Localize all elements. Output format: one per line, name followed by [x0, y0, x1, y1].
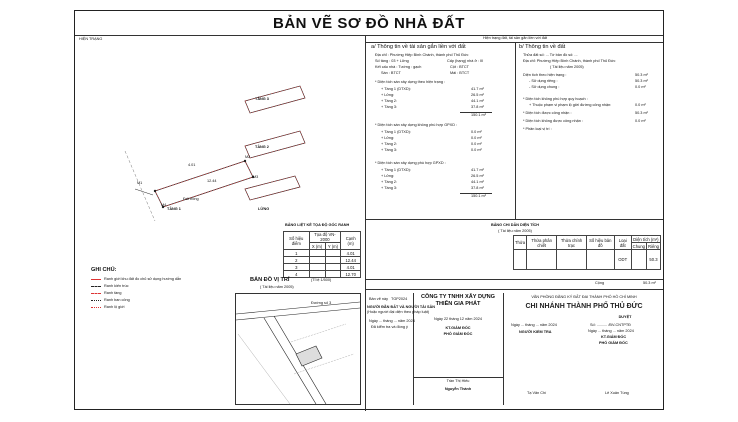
- location-map-title: BẢN ĐỒ VỊ TRÍ: [250, 277, 290, 283]
- group3-value: 44.1 m²: [471, 180, 484, 184]
- road-label: Đất trống: [183, 197, 199, 201]
- note-item: Ranh lộ giới: [104, 305, 125, 309]
- notes-title: GHI CHÚ:: [91, 267, 117, 273]
- group1-label: + Tầng 1 (DTXD):: [381, 87, 411, 91]
- site-plan-drawing: [95, 71, 325, 221]
- area-table: [513, 235, 661, 270]
- section-b-label: - Sử dụng chung :: [529, 85, 560, 89]
- section-divider: [515, 42, 516, 219]
- area-table-subtitle: ( Tài liệu năm 2005): [498, 229, 532, 233]
- header-divider: [365, 42, 663, 43]
- current-state-header: Hiện trạng đất, tài sản gắn liền với đất: [482, 36, 548, 40]
- section-a-line: Số tầng : 03 + Lửng: [375, 59, 409, 63]
- mezzanine-label: LỬNG: [258, 207, 270, 211]
- table-row: 3 4.01: [284, 264, 361, 271]
- approved-label: DUYỆT: [618, 315, 632, 319]
- section-b-value: 0.0 m²: [635, 119, 646, 123]
- group1-value: 26.5 m²: [471, 93, 484, 97]
- section-b-value: 50.3 m²: [635, 73, 648, 77]
- section-a-title: a/ Thông tin về tài sản gắn liền với đất: [371, 44, 466, 50]
- section-b-line: Địa chỉ: Phường Hiệp Bình Chánh, thành phố Thủ Đức: [523, 59, 616, 63]
- group2-value: 0.0 m²: [471, 148, 482, 152]
- group3-total: 150.1 m²: [471, 194, 486, 198]
- group1-value: 37.8 m²: [471, 105, 484, 109]
- area-header: Diện tích (m²): [633, 236, 659, 242]
- floor3-label: TẦNG 3: [255, 97, 269, 101]
- group2-label: + Tầng 3:: [381, 148, 398, 152]
- signer-name: Nguyễn Thành: [444, 387, 472, 391]
- sign-line: PHÓ GIÁM ĐỐC: [443, 332, 473, 336]
- note-item: Ranh tầng: [104, 291, 122, 295]
- coord-subheader: Y (m): [325, 243, 341, 250]
- corner-point: [154, 190, 156, 192]
- area-total-value: 50.3 m²: [643, 281, 656, 285]
- point-label-m2: M2: [245, 155, 251, 159]
- sign-line: TGP2024: [391, 297, 408, 301]
- coord-subheader: X (m): [309, 243, 325, 250]
- group2-label: + Tầng 2:: [381, 142, 398, 146]
- section-b-label: + Thuộc phạm vi phạm lộ giới đường công nhận:: [529, 103, 612, 107]
- section-a-line: Kết cấu nhà : Tường : gạch: [375, 65, 422, 69]
- dim-label: 4.01: [188, 163, 196, 167]
- group3-label: + Tầng 3:: [381, 186, 398, 190]
- section-b-label: Diện tích theo hiện trạng :: [523, 73, 567, 77]
- sign-line: Ngày ... tháng ... năm 2024: [369, 319, 415, 323]
- page-title: BẢN VẼ SƠ ĐỒ NHÀ ĐẤT: [273, 15, 465, 32]
- section-b-line: ( Tài liệu năm 2005): [550, 65, 584, 69]
- section-b-label: * Diện tích không được công nhận :: [523, 119, 583, 123]
- group3-value: 37.8 m²: [471, 186, 484, 190]
- company-name: CÔNG TY TNHH XÂY DỰNG THIÊN GIA PHÁT: [420, 294, 496, 307]
- section-b-label: * Diện tích được công nhận :: [523, 111, 572, 115]
- group3-value: 26.5 m²: [471, 174, 484, 178]
- note-item: Ranh giới khu đất đo chủ sử dụng hướng dẫn: [104, 277, 182, 281]
- area-header: Thửa: [514, 236, 527, 250]
- group3-title: * Diện tích sàn xây dựng phù hợp GPXD :: [375, 161, 446, 165]
- drawing-sheet: [74, 10, 664, 410]
- table-row: ODT 50.3: [514, 250, 661, 270]
- area-total-label: Cộng: [595, 281, 605, 285]
- sign-line: Số: .......... /BV-CNTPTĐ: [590, 323, 631, 327]
- group2-label: + Tầng 1 (DTXD):: [381, 130, 411, 134]
- floor3-outline: [245, 86, 305, 113]
- area-table-title: BẢNG CHI DẪN DIỆN TÍCH: [490, 223, 540, 227]
- section-b-label: * Phân loại vị trí :: [523, 127, 552, 131]
- sign-line: Ngày 22 tháng 12 năm 2024: [434, 317, 482, 321]
- dim-line: [135, 189, 153, 195]
- group1-label: + Tầng 3:: [381, 105, 398, 109]
- group3-label: + Tầng 2:: [381, 180, 398, 184]
- note-item: Ranh ban công: [104, 298, 130, 302]
- section-b-value: 50.3 m²: [635, 111, 648, 115]
- sign-line: Ngày ... tháng ... năm 2024: [588, 329, 634, 333]
- group1-title: * Diện tích sàn xây dựng theo hiện trạng :: [375, 80, 446, 84]
- sign-line: Đã kiểm tra và đồng ý: [371, 325, 408, 329]
- hien-trang-label: HIỆN TRẠNG: [79, 37, 103, 41]
- group2-title: * Diện tích sàn xây dựng không phù hợp GPXD :: [375, 123, 458, 127]
- signer-name: Trần Thị Hiếu: [446, 379, 470, 383]
- corner-point: [244, 160, 246, 162]
- floor3-boundary: [245, 86, 305, 113]
- floor2-label: TẦNG 2: [255, 145, 269, 149]
- office-header: VĂN PHÒNG ĐĂNG KÝ ĐẤT ĐAI THÀNH PHỐ HỒ CHÍ MINH: [531, 295, 637, 299]
- floor1-label: TẦNG 1: [167, 207, 181, 211]
- floor1-outline: [155, 161, 253, 207]
- section-a-line: Mái : BTCT: [450, 71, 470, 75]
- sign-line: PHÓ GIÁM ĐỐC: [599, 341, 628, 345]
- group1-label: + Lửng:: [381, 93, 395, 97]
- coord-header: Tọa độ VN-2000: [309, 232, 341, 243]
- area-header: Số hiệu bản đồ: [586, 236, 614, 250]
- group2-label: + Lửng:: [381, 136, 395, 140]
- table-row: 2 12.44: [284, 257, 361, 264]
- approver-name: Lê Xuân Tùng: [605, 391, 629, 395]
- dim-label: 12.44: [207, 179, 217, 183]
- sign-line: KT.GIÁM ĐỐC: [445, 326, 471, 330]
- group3-label: + Lửng:: [381, 174, 395, 178]
- sign-line: (Hoặc người đại diện theo pháp luật): [367, 310, 430, 314]
- location-map-subtitle: ( Tài liệu năm 2005): [260, 285, 294, 289]
- group3-label: + Tầng 1 (DTXD):: [381, 168, 411, 172]
- group1-value: 44.1 m²: [471, 99, 484, 103]
- point-label-m3: M3: [253, 175, 259, 179]
- table-row: 1 4.01: [284, 250, 361, 257]
- road-name: Đường số 3: [311, 301, 332, 305]
- section-b-label: * Diện tích không phù hợp quy hoạch :: [523, 97, 588, 101]
- office-name: CHI NHÁNH THÀNH PHỐ THỦ ĐỨC: [525, 303, 643, 310]
- point-label-m1: M1: [137, 181, 143, 185]
- group1-value: 41.7 m²: [471, 87, 484, 91]
- sign-line: KT.GIÁM ĐỐC: [601, 335, 627, 339]
- coord-table-title: BẢNG LIỆT KÊ TỌA ĐỘ GÓC RANH: [285, 223, 350, 227]
- group2-value: 0.0 m²: [471, 142, 482, 146]
- section-b-value: 0.0 m²: [635, 103, 646, 107]
- note-item: Ranh kiến trúc: [104, 284, 129, 288]
- section-b-value: 0.0 m²: [635, 85, 646, 89]
- sign-line: NGƯỜI ĐÃN ĐẤT VÀ NGƯỜI TÀI SẢN: [367, 305, 436, 309]
- sign-line: NGƯỜI KIỂM TRA: [519, 330, 552, 334]
- area-header: Thửa phân chiết: [527, 236, 557, 250]
- area-header: Loại đất: [614, 236, 631, 250]
- floor2-boundary: [245, 131, 305, 158]
- sign-line: Ngày ... tháng ... năm 2024: [511, 323, 557, 327]
- table-row: 4 12.70: [284, 271, 361, 278]
- section-a-line: Cấp (hạng) nhà ở : III: [447, 59, 484, 63]
- area-subheader: Riêng: [648, 243, 659, 249]
- section-b-value: 50.3 m²: [635, 79, 648, 83]
- group3-value: 41.7 m²: [471, 168, 484, 172]
- floor2-outline: [245, 131, 305, 158]
- coord-table: [283, 231, 361, 278]
- location-map-scale: (Tỉ lệ 1/500): [311, 278, 332, 282]
- coord-header: Số hiệu điểm: [284, 232, 310, 250]
- sign-line: Bản vẽ này: [369, 297, 388, 301]
- section-b-label: - Sử dụng riêng :: [529, 79, 558, 83]
- floor1-boundary: [155, 161, 253, 207]
- location-map-drawing: [236, 294, 360, 404]
- section-a-line: Địa chỉ : Phường Hiệp Bình Chánh, thành phố Thủ Đức: [375, 53, 469, 57]
- coord-header: Cạnh (m): [341, 232, 361, 250]
- section-b-title: b/ Thông tin về đất: [519, 44, 566, 50]
- group2-value: 0.0 m²: [471, 130, 482, 134]
- mezzanine-outline: [245, 176, 300, 200]
- group1-label: + Tầng 2:: [381, 99, 398, 103]
- point-label-m4: M4: [161, 203, 167, 207]
- section-a-line: Sàn : BTCT: [381, 71, 401, 75]
- checker-name: Tạ Văn Chí: [527, 391, 547, 395]
- area-subheader: Chung: [632, 243, 646, 249]
- group1-total: 150.1 m²: [471, 113, 486, 117]
- section-b-line: Thửa đất số: ... Tờ bản đồ số: ...: [523, 53, 578, 57]
- road-line: [125, 151, 155, 221]
- area-header: Thửa chính trạc: [557, 236, 587, 250]
- section-a-line: Cột : BTCT: [450, 65, 469, 69]
- group2-value: 0.0 m²: [471, 136, 482, 140]
- mezzanine-boundary: [245, 176, 300, 200]
